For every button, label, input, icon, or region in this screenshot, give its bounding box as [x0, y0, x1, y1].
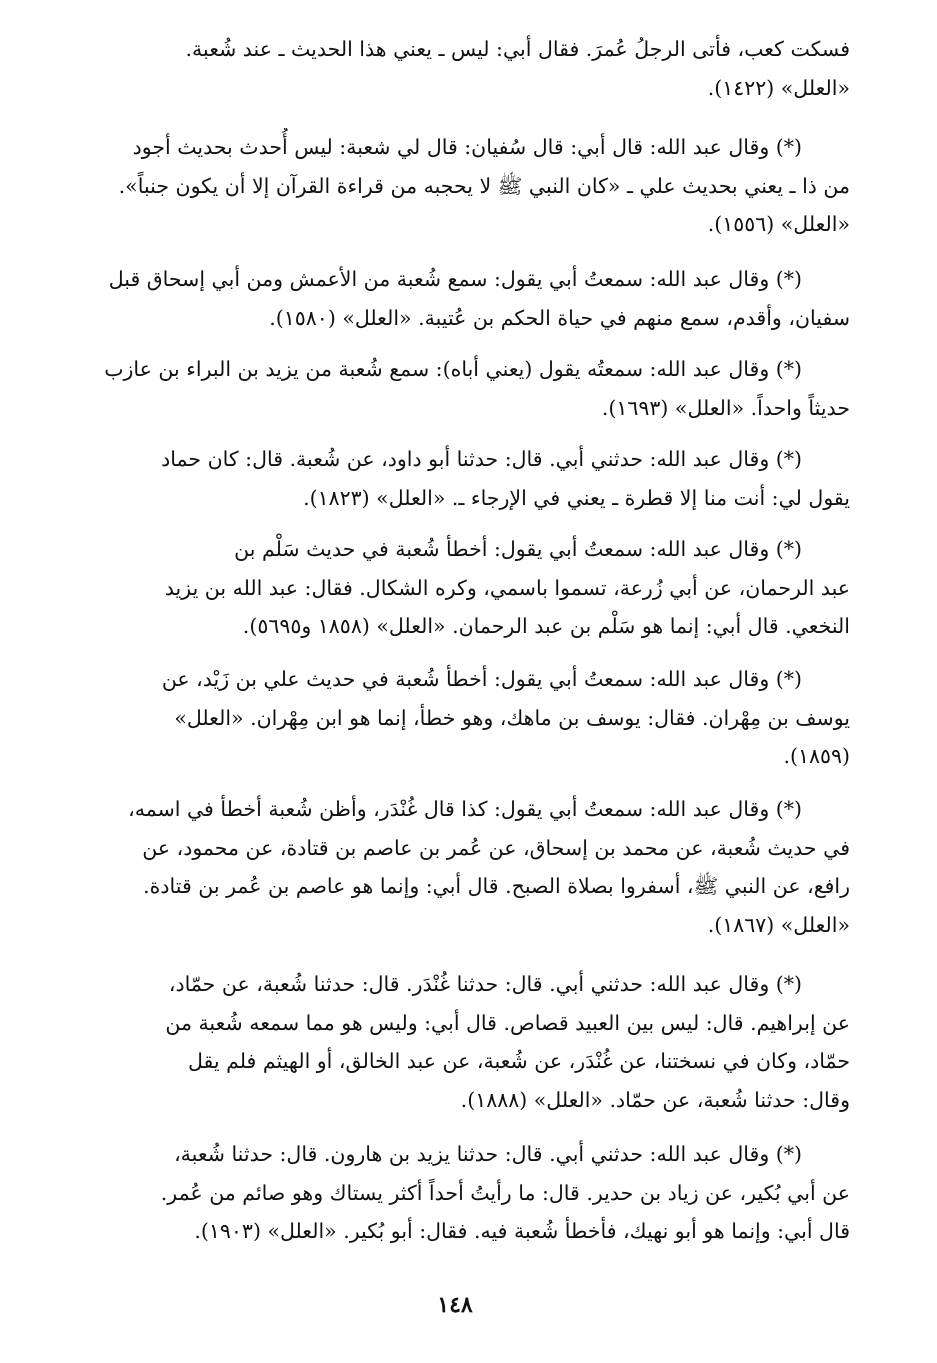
paragraph-7 [60, 660, 850, 776]
text-line: (١٨٥٩). [783, 744, 850, 768]
text-line: (*) وقال عبد الله: سمعتُ أبي يقول: سمع شُعبة من الأعمش ومن أبي إسحاق قبل [108, 267, 802, 291]
text-line: قال أبي: وإنما هو أبو نهيك، فأخطأ شُعبة فيه. فقال: أبو بُكير. «العلل» (١٩٠٣). [194, 1219, 850, 1243]
text-line: عن إبراهيم. قال: ليس بين العبيد قصاص. قال أبي: وليس هو مما سمعه شُعبة من [165, 1010, 850, 1035]
paragraph-9 [60, 965, 850, 1119]
paragraph-1 [60, 30, 850, 107]
text-line: «العلل» (١٨٦٧). [707, 912, 850, 937]
text-line: (*) وقال عبد الله: حدثني أبي. قال: حدثنا يزيد بن هارون. قال: حدثنا شُعبة، [174, 1142, 802, 1166]
paragraph-3 [60, 260, 850, 337]
text-line: يوسف بن مِهْران. فقال: يوسف بن ماهك، وهو خطأ، إنما هو ابن مِهْران. «العلل» [174, 705, 850, 730]
text-line: يقول لي: أنت منا إلا قطرة ـ يعني في الإرجاء ـ. «العلل» (١٨٢٣). [303, 485, 850, 510]
text-line: (*) وقال عبد الله: سمعتُ أبي يقول: كذا قال غُنْدَر، وأظن شُعبة أخطأ في اسمه، [128, 797, 802, 821]
text-line: عبد الرحمان، عن أبي زُرعة، تسموا باسمي، وكره الشكال. فقال: عبد الله بن يزيد [164, 575, 850, 600]
paragraph-2 [60, 128, 850, 244]
text-line: (*) وقال عبد الله: سمعتُه يقول (يعني أباه): سمع شُعبة من يزيد بن البراء بن عازب [104, 357, 802, 381]
text-line: «العلل» (١٤٢٢). [707, 75, 850, 100]
paragraph-5 [60, 440, 850, 517]
paragraph-4 [60, 350, 850, 427]
text-line: (*) وقال عبد الله: حدثني أبي. قال: حدثنا غُنْدَر. قال: حدثنا شُعبة، عن حمّاد، [168, 972, 802, 996]
text-line: حمّاد، وكان في نسختنا، عن غُنْدَر، عن شُعبة، عن عبد الخالق، أو الهيثم فلم يقل [188, 1049, 850, 1073]
paragraph-8 [60, 790, 850, 944]
paragraph-6 [60, 530, 850, 646]
text-line: (*) وقال عبد الله: سمعتُ أبي يقول: أخطأ شُعبة في حديث علي بن زَيْد، عن [161, 667, 802, 691]
text-line: سفيان، وأقدم، سمع منهم في حياة الحكم بن عُتيبة. «العلل» (١٥٨٠). [269, 305, 850, 330]
text-line: (*) وقال عبد الله: سمعتُ أبي يقول: أخطأ شُعبة في حديث سَلْم بن [234, 537, 802, 561]
text-line: من ذا ـ يعني بحديث علي ـ «كان النبي ﷺ لا يحجبه من قراءة القرآن إلا أن يكون جنباً». [118, 173, 850, 198]
text-line: (*) وقال عبد الله: قال أبي: قال سُفيان: قال لي شعبة: ليس أُحدث بحديث أجود [132, 135, 802, 159]
text-line: «العلل» (١٥٥٦). [707, 212, 850, 236]
text-line: (*) وقال عبد الله: حدثني أبي. قال: حدثنا أبو داود، عن شُعبة. قال: كان حماد [161, 447, 802, 471]
paragraph-10 [60, 1135, 850, 1251]
text-line: فسكت كعب، فأتى الرجلُ عُمرَ. فقال أبي: ليس ـ يعني هذا الحديث ـ عند شُعبة. [185, 37, 850, 61]
text-line: النخعي. قال أبي: إنما هو سَلْم بن عبد الرحمان. «العلل» (١٨٥٨ و٥٦٩٥). [242, 614, 850, 638]
document-page [60, 30, 850, 1330]
text-line: وقال: حدثنا شُعبة، عن حمّاد. «العلل» (١٨٨٨). [460, 1087, 850, 1112]
text-line: حديثاً واحداً. «العلل» (١٦٩٣). [601, 395, 850, 420]
text-line: رافع، عن النبي ﷺ، أسفروا بصلاة الصبح. قال أبي: وإنما هو عاصم بن عُمر بن قتادة. [143, 874, 850, 898]
text-line: عن أبي بُكير، عن زياد بن حدير. قال: ما رأيتُ أحداً أكثر يستاك وهو صائم من عُمر. [160, 1180, 850, 1205]
page-number: ١٤٨ [437, 1292, 473, 1318]
text-line: في حديث شُعبة، عن محمد بن إسحاق، عن عُمر بن عاصم بن قتادة، عن محمود، عن [142, 835, 850, 860]
